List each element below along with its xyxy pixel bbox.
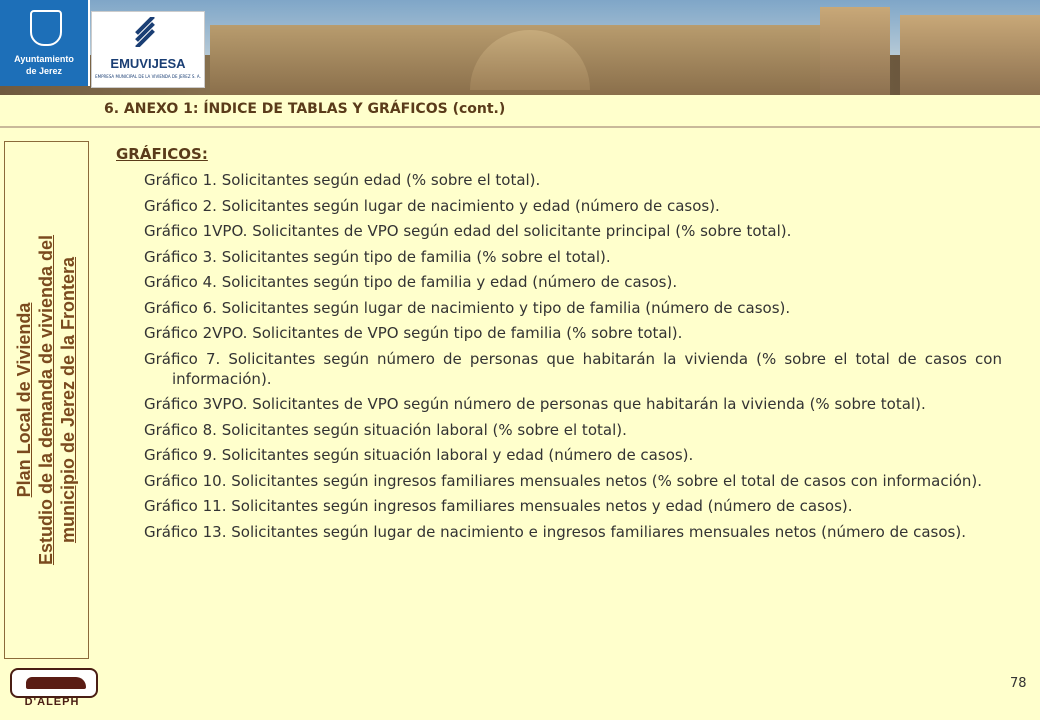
car-icon	[26, 677, 86, 689]
list-item: Gráfico 7. Solicitantes según número de personas que habitarán la vivienda (% sobre el total de casos con información).	[144, 349, 1002, 388]
list-item: Gráfico 2. Solicitantes según lugar de nacimiento y edad (número de casos).	[144, 196, 720, 215]
title-divider	[0, 126, 1040, 128]
graficos-list	[144, 170, 1002, 547]
list-item: Gráfico 10. Solicitantes según ingresos familiares mensuales netos (% sobre el total de casos con información).	[144, 471, 983, 490]
sidebar-document-title	[4, 141, 89, 659]
section-title: 6. ANEXO 1: ÍNDICE DE TABLAS Y GRÁFICOS (cont.)	[104, 101, 506, 117]
list-item: Gráfico 4. Solicitantes según tipo de familia y edad (número de casos).	[144, 273, 678, 291]
list-item: Gráfico 3. Solicitantes según tipo de familia (% sobre el total).	[144, 247, 611, 266]
list-item: Gráfico 2VPO. Solicitantes de VPO según tipo de familia (% sobre total).	[144, 324, 683, 342]
sidebar-title-line2: Estudio de la demanda de vivienda del	[36, 234, 56, 566]
list-item: Gráfico 3VPO. Solicitantes de VPO según número de personas que habitarán la vivienda (% sobre total).	[144, 395, 926, 413]
emuvijesa-mark-icon	[130, 17, 160, 47]
ayuntamiento-jerez-logo: Ayuntamiento de Jerez	[0, 0, 90, 86]
list-item: Gráfico 13. Solicitantes según lugar de nacimiento e ingresos familiares mensuales netos (número de casos).	[144, 522, 966, 541]
sidebar-title-line1: Plan Local de Vivienda	[14, 302, 34, 498]
list-item: Gráfico 1VPO. Solicitantes de VPO según edad del solicitante principal (% sobre total).	[144, 222, 792, 240]
sidebar-title-line3: municipio de Jerez de la Frontera	[58, 256, 78, 544]
page-number: 78	[1010, 676, 1027, 691]
list-item: Gráfico 1. Solicitantes según edad (% sobre el total).	[144, 171, 541, 189]
list-item: Gráfico 9. Solicitantes según situación laboral y edad (número de casos).	[144, 446, 694, 464]
emuvijesa-logo: EMUVIJESA EMPRESA MUNICIPAL DE LA VIVIENDA DE JEREZ S. A.	[91, 11, 205, 88]
list-item: Gráfico 11. Solicitantes según ingresos familiares mensuales netos y edad (número de casos).	[144, 497, 853, 515]
list-item: Gráfico 6. Solicitantes según lugar de nacimiento y tipo de familia (número de casos).	[144, 298, 791, 317]
list-item: Gráfico 8. Solicitantes según situación laboral (% sobre el total).	[144, 420, 627, 439]
graficos-heading: GRÁFICOS:	[116, 145, 208, 163]
daleph-logo: D'ALEPH	[6, 668, 98, 710]
